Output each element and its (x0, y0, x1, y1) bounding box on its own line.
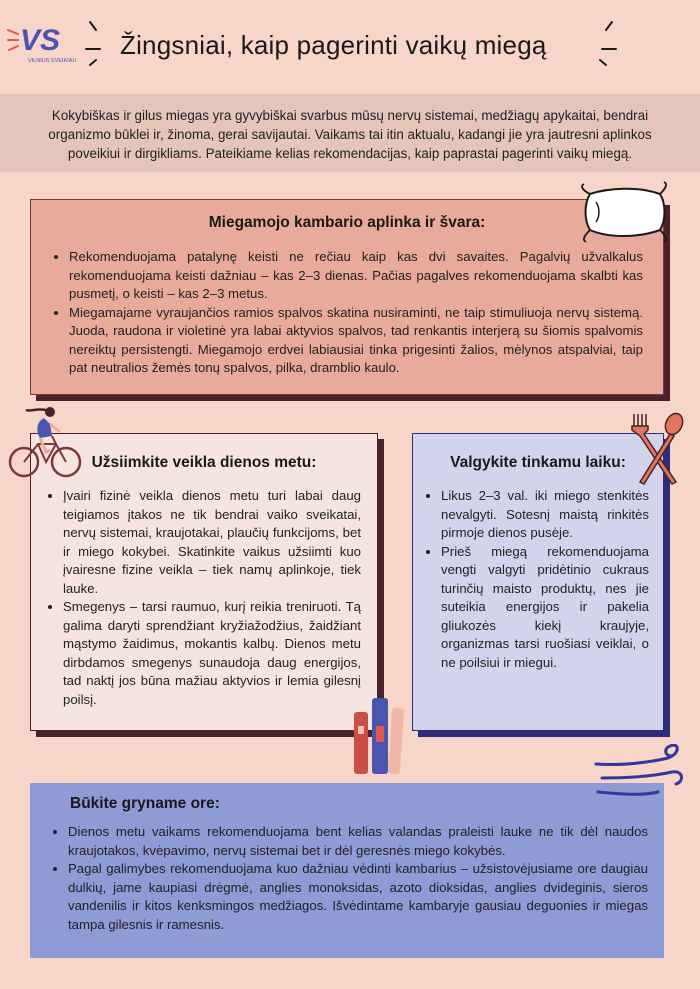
list-item: • Smegenys – tarsi raumuo, kurį reikia treniruoti. Tą galima daryti sprendžiant kryžiažodžius, žaidžiant mąstymo žaidimus, mokantis kalbų. Dienos metu dirbdamos smegenys sunaudoja daug energijos, tad naktį jos būna mažiau aktyvios ir lemia gilesnį poilsį. (63, 598, 361, 709)
fresh-air-section-title: Būkite gryname ore: (70, 795, 220, 812)
bedroom-list (49, 248, 643, 378)
list-item: • Likus 2–3 val. iki miego stenkitės nevalgyti. Sotesnį maistą rinkitės pirmoje dienos pusėje. (441, 487, 649, 543)
logo-caption: VILNIUS SVEIKIAU (28, 58, 76, 64)
cyclist-icon (6, 402, 84, 480)
bedroom-section-title: Miegamojo kambario aplinka ir švara: (208, 214, 486, 231)
list-item: • Įvairi fizinė veikla dienos metu turi labai daug teigiamos įtakos ne tik bendrai vaiko sveikatai, nervų sistemai, kraujotakai, plaučių funkcijoms, bet ir miego kokybei. Skatinkite vaikus užsiimti kuo įvairesne fizine veikla – tiek namų aplinkoje, tiek lauke. (63, 487, 361, 598)
list-item: • Pagal galimybes rekomenduojama kuo dažniau vėdinti kambarius – užsistovėjusiame ore daugiau dulkių, jame kaupiasi drėgmė, anglies monoksidas, azoto dioksidas, anglies dvideginis, sieros vandenilis ir kitos kenksmingos medžiagos. Išvėdintame kambaryje gausiau deguonies ir miegas tampa gilesnis ir ramesnis. (68, 860, 648, 934)
activity-list (43, 487, 361, 709)
list-item: • Dienos metu vaikams rekomenduojama bent kelias valandas praleisti lauke ne tik dėl naudos kraujotakos, kvėpavimo, nervų sistemai bet ir dėl geresnės miego kokybės. (68, 823, 648, 860)
bedroom-section (30, 199, 664, 395)
eating-list (421, 487, 649, 672)
list-item: • Prieš miegą rekomenduojama vengti valgyti pridėtinio cukraus turinčių maisto produktų, nes jie suteikia energijos ir pakelia gliukozės kiekį kraujyje, organizmas tarsi ruošiasi veiklai, o ne poilsiui ir miegui. (441, 543, 649, 673)
vilnius-sveikiau-logo-icon (6, 16, 76, 72)
logo-letters: VS (20, 24, 61, 57)
sparkle-left-icon (84, 18, 106, 66)
page-title: Žingsniai, kaip pagerinti vaikų miegą (120, 30, 547, 60)
intro-paragraph: Kokybiškas ir gilus miegas yra gyvybiškai svarbus mūsų nervų sistemai, medžiagų apykaitai, bendrai organizmo būklei ir, žinoma, gerai savijautai. Vaikams tai itin aktualu, kadangi jie yra jautresni aplinkos poveikiui ir dirgikliams. Pateikiame kelias rekomendacijas, kaip paprastai pagerinti vaikų miegą. (48, 108, 652, 161)
pillow-icon (578, 180, 670, 244)
eating-section-title: Valgykite tinkamu laiku: (450, 454, 626, 471)
list-item: • Miegamajame vyraujančios ramios spalvos skatina nusiraminti, ne taip stimuliuoja nervų sistemą. Juoda, raudona ir violetinė yra labai aktyvios spalvos, tad renkantis interjerą su šiomis spalvomis nereiktų persistengti. Miegamojo erdvei labiausiai tinka prigesinti žalios, mėlynos atspalviai, taip pat neutralios žemės tonų spalvos, pilka, dramblio kaulo. (69, 304, 643, 378)
fresh-air-section (30, 783, 664, 958)
sparkle-right-icon (590, 18, 620, 66)
activity-section-title: Užsiimkite veikla dienos metu: (91, 454, 317, 471)
books-icon (350, 696, 406, 776)
fresh-air-list (48, 823, 648, 934)
fork-spoon-icon (626, 410, 686, 486)
wind-icon (592, 744, 686, 806)
list-item: • Rekomenduojama patalynę keisti ne rečiau kaip kas dvi savaites. Pagalvių užvalkalus rekomenduojama keisti dažniau – kas 2–3 dienas. Pačias pagalves rekomenduojama skalbti kas pusmetį, o keisti – kas 2–3 metus. (69, 248, 643, 304)
